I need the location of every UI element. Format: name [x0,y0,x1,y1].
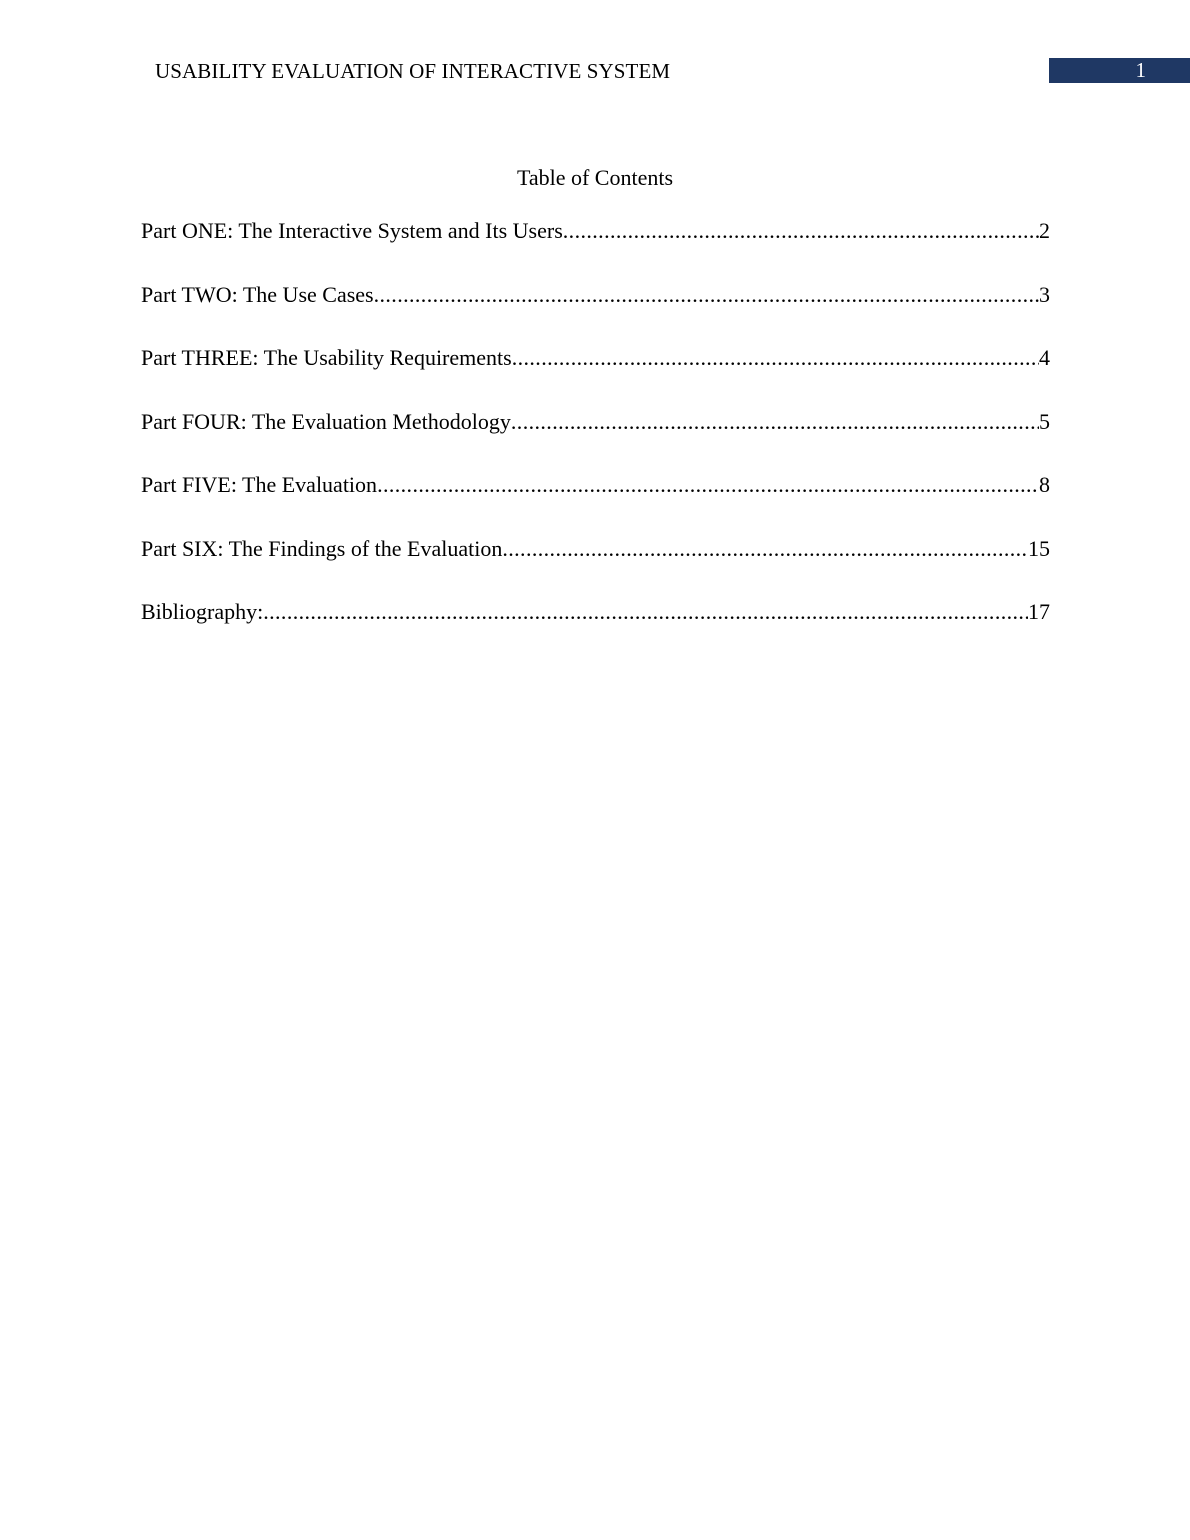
toc-entry-page: 17 [1028,599,1050,624]
toc-entry-label: Part TWO: The Use Cases [141,281,374,307]
page-number: 1 [1135,58,1146,82]
toc-dot-leader [511,407,1039,437]
toc-entry-label: Part THREE: The Usability Requirements [141,345,512,370]
page-number-box [1049,58,1190,83]
toc-dot-leader [263,597,1028,627]
toc-dot-leader [377,470,1039,500]
toc-entry-label: Part FIVE: The Evaluation [141,472,378,497]
toc-entry-label: Part SIX: The Findings of the Evaluation [141,535,503,561]
running-head: USABILITY EVALUATION OF INTERACTIVE SYSTEM [155,59,671,83]
toc-entry-page: 15 [1028,535,1050,561]
toc-entry-page: 2 [1039,218,1050,243]
toc-entry-bibliography[interactable] [141,597,1050,661]
toc-entry-label: Part FOUR: The Evaluation Methodology [141,408,511,434]
toc-entry-part-four[interactable] [141,407,1050,471]
toc-entry-part-six[interactable] [141,534,1050,598]
toc-entry-page: 4 [1039,345,1050,370]
toc-entry-label: Part ONE: The Interactive System and Its Users [141,218,563,243]
toc-dot-leader [563,216,1039,246]
toc-entry-part-three[interactable] [141,343,1050,407]
toc-title: Table of Contents [516,165,674,190]
toc-entry-page: 8 [1039,472,1050,497]
toc-entry-page: 3 [1039,281,1050,307]
toc-entry-page: 5 [1039,408,1050,434]
toc-dot-leader [502,534,1028,564]
toc-dot-leader [512,343,1039,373]
table-of-contents [141,216,1050,661]
toc-entry-part-five[interactable] [141,470,1050,534]
toc-entry-part-one[interactable] [141,216,1050,280]
toc-dot-leader [374,280,1039,310]
toc-entry-label: Bibliography: [141,599,264,624]
toc-entry-part-two[interactable] [141,280,1050,344]
